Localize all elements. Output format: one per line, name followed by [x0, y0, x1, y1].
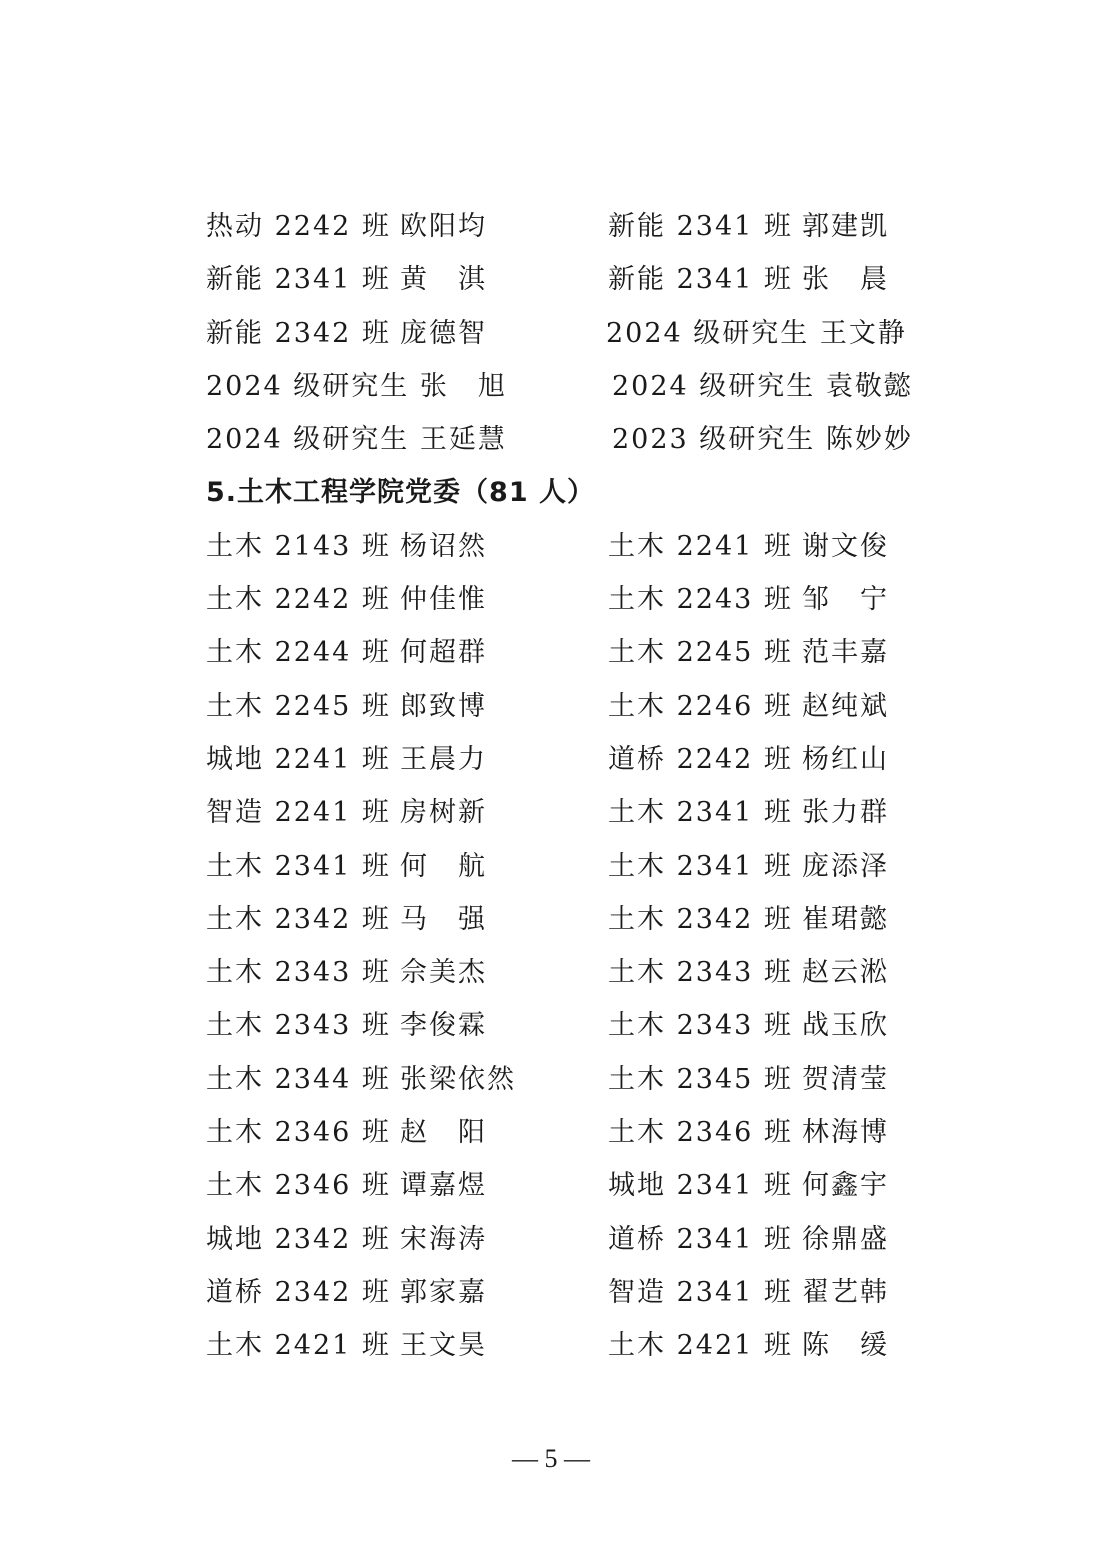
student-name: 王晨力	[400, 743, 487, 775]
class-label: 城地 2342 班	[206, 1223, 391, 1255]
class-label: 土木 2342 班	[206, 903, 391, 935]
list-item	[206, 413, 926, 466]
class-label: 城地 2341 班	[608, 1170, 793, 1202]
list-item	[206, 1213, 926, 1266]
class-label: 土木 2341 班	[608, 850, 793, 882]
grad-entry: 2024 级研究生 王文静	[606, 317, 907, 349]
class-label: 土木 2242 班	[206, 584, 391, 616]
class-label: 土木 2245 班	[206, 690, 391, 722]
class-label: 土木 2246 班	[608, 690, 793, 722]
student-name: 杨红山	[802, 743, 889, 775]
list-item	[206, 893, 926, 946]
class-label: 道桥 2341 班	[608, 1223, 793, 1255]
student-name: 何超群	[400, 637, 487, 669]
student-name: 邹 宁	[802, 584, 889, 616]
list-item	[206, 1159, 926, 1212]
student-name: 赵 阳	[400, 1117, 487, 1149]
list-item	[206, 1053, 926, 1106]
student-name: 李俊霖	[400, 1010, 487, 1042]
student-name: 陈 缓	[802, 1330, 889, 1362]
class-label: 土木 2346 班	[608, 1117, 793, 1149]
class-label: 新能 2341 班	[206, 264, 391, 296]
student-name: 庞德智	[400, 317, 487, 349]
student-name: 赵云淞	[802, 957, 889, 989]
class-label: 智造 2241 班	[206, 797, 391, 829]
list-item	[206, 1266, 926, 1319]
student-name: 杨诏然	[400, 530, 487, 562]
class-label: 土木 2143 班	[206, 530, 391, 562]
class-label: 道桥 2342 班	[206, 1276, 391, 1308]
document-body	[206, 200, 926, 1373]
class-label: 道桥 2242 班	[608, 743, 793, 775]
list-item	[206, 999, 926, 1052]
class-label: 热动 2242 班	[206, 211, 391, 242]
class-label: 土木 2344 班	[206, 1063, 391, 1095]
list-item	[206, 946, 926, 999]
class-label: 新能 2341 班	[608, 211, 793, 242]
list-item	[206, 253, 926, 306]
class-label: 智造 2341 班	[608, 1276, 793, 1308]
class-label: 土木 2343 班	[206, 957, 391, 989]
class-label: 土木 2345 班	[608, 1063, 793, 1095]
class-label: 新能 2341 班	[608, 264, 793, 296]
list-item	[206, 573, 926, 626]
list-item	[206, 733, 926, 786]
list-item	[206, 200, 926, 253]
student-name: 林海博	[802, 1117, 889, 1149]
class-label: 新能 2342 班	[206, 317, 391, 349]
class-label: 土木 2421 班	[608, 1330, 793, 1362]
student-name: 范丰嘉	[802, 637, 889, 669]
name-list	[206, 520, 926, 1373]
student-name: 何 航	[400, 850, 487, 882]
student-name: 崔珺懿	[802, 903, 889, 935]
student-name: 庞添泽	[802, 850, 889, 882]
class-label: 土木 2243 班	[608, 584, 793, 616]
student-name: 贺清莹	[802, 1063, 889, 1095]
student-name: 郭建凯	[802, 211, 889, 242]
student-name: 徐鼎盛	[802, 1223, 889, 1255]
student-name: 翟艺韩	[802, 1276, 889, 1308]
list-item	[206, 307, 926, 360]
list-item	[206, 786, 926, 839]
student-name: 宋海涛	[400, 1223, 487, 1255]
class-label: 土木 2341 班	[608, 797, 793, 829]
class-label: 土木 2341 班	[206, 850, 391, 882]
class-label: 土木 2343 班	[608, 957, 793, 989]
class-label: 土木 2244 班	[206, 637, 391, 669]
page-number: — 5 —	[512, 1444, 590, 1473]
student-name: 战玉欣	[802, 1010, 889, 1042]
student-name: 张梁依然	[400, 1063, 516, 1095]
student-name: 谭嘉煜	[400, 1170, 487, 1202]
list-item	[206, 626, 926, 679]
class-label: 土木 2245 班	[608, 637, 793, 669]
student-name: 欧阳均	[400, 211, 487, 242]
student-name: 黄 淇	[400, 264, 487, 296]
list-item	[206, 680, 926, 733]
student-name: 房树新	[400, 797, 487, 829]
class-label: 土木 2343 班	[206, 1010, 391, 1042]
grad-entry: 2023 级研究生 陈妙妙	[612, 424, 913, 456]
student-name: 仲佳惟	[400, 584, 487, 616]
class-label: 土木 2346 班	[206, 1170, 391, 1202]
section-title: 5.土木工程学院党委（81 人）	[206, 477, 596, 509]
list-item	[206, 1319, 926, 1372]
student-name: 马 强	[400, 903, 487, 935]
list-item	[206, 1106, 926, 1159]
class-label: 土木 2421 班	[206, 1330, 391, 1362]
list-item	[206, 360, 926, 413]
student-name: 佘美杰	[400, 957, 487, 989]
student-name: 张 晨	[802, 264, 889, 296]
student-name: 张力群	[802, 797, 889, 829]
student-name: 郭家嘉	[400, 1276, 487, 1308]
grad-entry: 2024 级研究生 王延慧	[206, 424, 507, 456]
list-item	[206, 840, 926, 893]
student-name: 何鑫宇	[802, 1170, 889, 1202]
student-name: 赵纯斌	[802, 690, 889, 722]
class-label: 土木 2241 班	[608, 530, 793, 562]
class-label: 土木 2342 班	[608, 903, 793, 935]
class-label: 城地 2241 班	[206, 743, 391, 775]
student-name: 王文昊	[400, 1330, 487, 1362]
class-label: 土木 2346 班	[206, 1117, 391, 1149]
student-name: 谢文俊	[802, 530, 889, 562]
grad-entry: 2024 级研究生 袁敬懿	[612, 370, 913, 402]
grad-entry: 2024 级研究生 张 旭	[206, 370, 507, 402]
class-label: 土木 2343 班	[608, 1010, 793, 1042]
student-name: 郎致博	[400, 690, 487, 722]
list-item	[206, 520, 926, 573]
